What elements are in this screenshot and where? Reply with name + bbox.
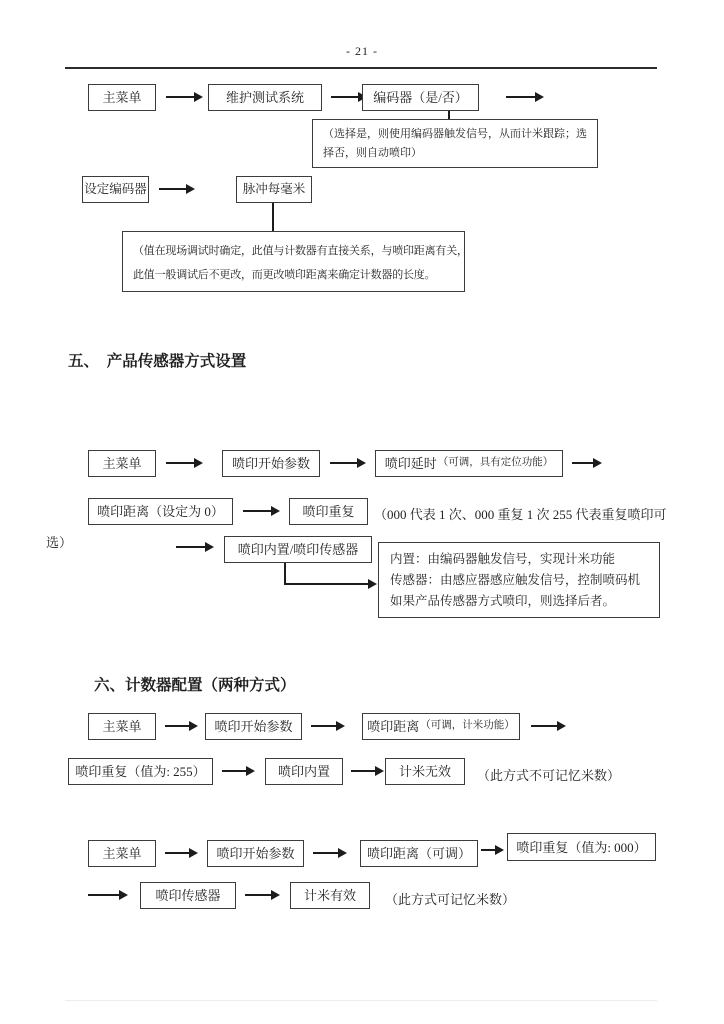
right-arrow-icon (245, 894, 272, 896)
connector-right-arrow-icon (284, 583, 369, 585)
note-line: 择否，则自动喷印） (323, 147, 422, 159)
flow-node-set-encoder: 设定编码器 (82, 176, 149, 203)
right-arrow-icon (331, 96, 359, 98)
flow-node-meter-invalid: 计米无效 (385, 758, 465, 785)
flow-node-main-menu: 主菜单 (88, 840, 156, 867)
note-line: （选择是，则使用编码器触发信号，从而计米跟踪；选 (323, 128, 587, 140)
right-arrow-icon (165, 852, 190, 854)
repeat-annotation: （000 代表 1 次、000 重复 1 次 255 代表重复喷印可 (374, 507, 667, 522)
right-arrow-icon (531, 725, 558, 727)
header-rule (65, 67, 657, 69)
right-arrow-icon (572, 462, 594, 464)
section5-heading: 五、 产品传感器方式设置 (68, 353, 247, 370)
right-arrow-icon (243, 510, 272, 512)
flow-node-sublabel: （可调，具有定位功能） (437, 457, 554, 469)
note-encoder-choice (312, 119, 598, 168)
flow-node-print-sensor: 喷印传感器 (140, 882, 236, 909)
right-arrow-icon (311, 725, 337, 727)
note-pulse-value (122, 231, 468, 292)
flow-node-main-menu: 主菜单 (88, 84, 156, 111)
note-line: 如果产品传感器方式喷印，则选择后者。 (390, 594, 616, 608)
page-number: - 21 - (346, 44, 378, 58)
note-builtin-vs-sensor (378, 542, 660, 618)
right-arrow-icon (88, 894, 120, 896)
right-arrow-icon (166, 96, 195, 98)
method2-annotation: （此方式可记忆米数） (385, 892, 516, 907)
flow-node-main-menu: 主菜单 (88, 713, 156, 740)
flow-node-main-menu: 主菜单 (88, 450, 156, 477)
section6-heading: 六、计数器配置（两种方式） (94, 677, 296, 694)
right-arrow-icon (166, 462, 195, 464)
right-arrow-icon (506, 96, 536, 98)
right-arrow-icon (165, 725, 190, 727)
flow-node-print-distance-zero: 喷印距离（设定为 0） (88, 498, 233, 525)
flow-node-print-repeat-255: 喷印重复（值为: 255） (68, 758, 213, 785)
flow-node-print-start-params: 喷印开始参数 (222, 450, 320, 477)
flow-node-builtin-or-sensor: 喷印内置/喷印传感器 (224, 536, 372, 563)
note-line: （值在现场调试时确定，此值与计数器有直接关系，与喷印距离有关， (133, 245, 468, 257)
flow-node-print-repeat-000: 喷印重复（值为: 000） (507, 833, 656, 861)
footer-rule (65, 1000, 657, 1001)
connector-line (284, 563, 286, 584)
right-arrow-icon (330, 462, 358, 464)
flow-node-meter-valid: 计米有效 (290, 882, 370, 909)
flow-node-label: 喷印延时 (384, 456, 437, 471)
note-line: 传感器：由感应器感应触发信号，控制喷码机 (390, 573, 641, 587)
repeat-annotation-continuation: 选） (46, 535, 73, 550)
flow-node-encoder-yes-no: 编码器（是/否） (362, 84, 479, 111)
connector-line (272, 203, 274, 231)
flow-node-maintain-test-system: 维护测试系统 (208, 84, 322, 111)
connector-line (448, 111, 450, 119)
flow-node-label: 喷印距离 (367, 719, 420, 734)
right-arrow-icon (351, 770, 376, 772)
flow-node-print-delay (375, 450, 563, 477)
flow-node-print-start-params: 喷印开始参数 (205, 713, 302, 740)
right-arrow-icon (222, 770, 247, 772)
flow-node-print-repeat: 喷印重复 (289, 498, 368, 525)
right-arrow-icon (159, 188, 187, 190)
right-arrow-icon (313, 852, 339, 854)
flow-node-sublabel: （可调，计米功能） (420, 720, 515, 732)
flow-node-print-builtin: 喷印内置 (265, 758, 343, 785)
flow-node-print-distance-adj: 喷印距离（可调） (360, 840, 478, 867)
flow-node-print-start-params: 喷印开始参数 (207, 840, 304, 867)
method1-annotation: （此方式不可记忆米数） (477, 768, 621, 783)
right-arrow-icon (176, 546, 206, 548)
note-line: 此值一般调试后不更改，而更改喷印距离来确定计数器的长度。 (133, 269, 436, 281)
flow-node-pulse-per-mm: 脉冲每毫米 (236, 176, 312, 203)
note-line: 内置：由编码器触发信号，实现计米功能 (390, 552, 616, 566)
flow-node-print-distance-meter (362, 713, 520, 740)
right-arrow-icon (481, 849, 496, 851)
